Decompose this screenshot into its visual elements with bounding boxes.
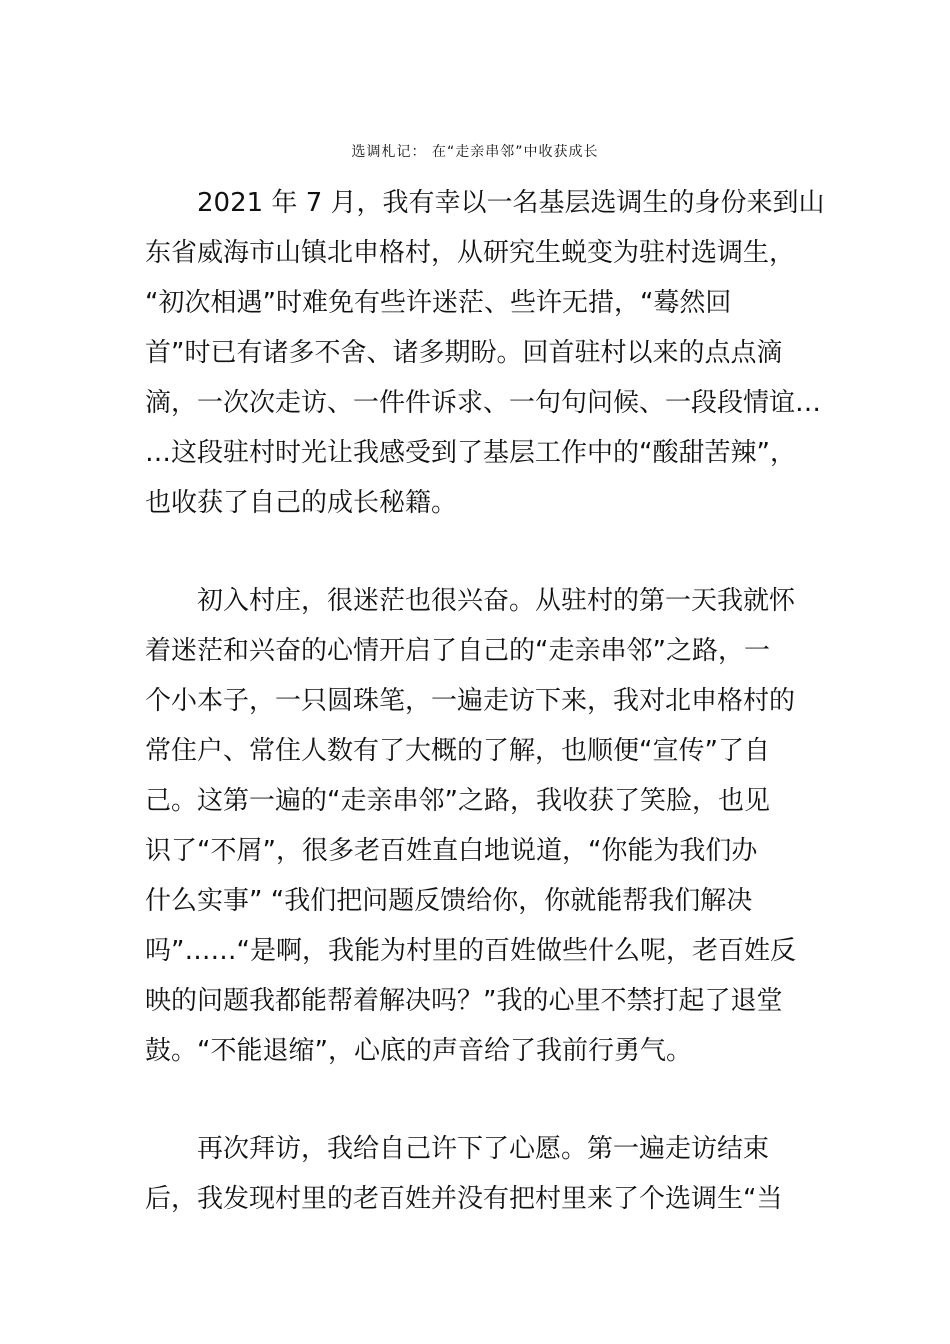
paragraph-2-line-8: 吗”……“是啊，我能为村里的百姓做些什么呢，老百姓反 — [145, 936, 796, 966]
paragraph-2-line-9: 映的问题我都能帮着解决吗？”我的心里不禁打起了退堂 — [145, 986, 783, 1016]
paragraph-1-line-6: …这段驻村时光让我感受到了基层工作中的“酸甜苦辣”， — [145, 438, 796, 468]
paragraph-1-line-5: 滴，一次次走访、一件件诉求、一句句问候、一段段情谊… — [145, 388, 822, 418]
paragraph-2-line-6: 识了“不屑”，很多老百姓直白地说道，“你能为我们办 — [145, 836, 758, 866]
paragraph-3-line-2: 后，我发现村里的老百姓并没有把村里来了个选调生“当 — [145, 1184, 783, 1214]
paragraph-1-line-3: “初次相遇”时难免有些许迷茫、些许无措，“蓦然回 — [145, 288, 732, 318]
paragraph-2-line-7: 什么实事” “我们把问题反馈给你，你就能帮我们解决 — [145, 886, 753, 916]
paragraph-2-line-1: 初入村庄，很迷茫也很兴奋。从驻村的第一天我就怀 — [145, 586, 796, 616]
paragraph-2-line-3: 个小本子，一只圆珠笔，一遍走访下来，我对北申格村的 — [145, 686, 796, 716]
paragraph-1-line-7: 也收获了自己的成长秘籍。 — [145, 488, 458, 518]
paragraph-2-line-2: 着迷茫和兴奋的心情开启了自己的“走亲串邻”之路，一 — [145, 636, 770, 666]
paragraph-2-line-10: 鼓。“不能退缩”，心底的声音给了我前行勇气。 — [145, 1036, 692, 1066]
paragraph-1-line-1: 2021 年 7 月，我有幸以一名基层选调生的身份来到山 — [145, 188, 825, 218]
document-title: 选调札记： 在“走亲串邻”中收获成长 — [351, 144, 599, 160]
paragraph-1-line-2: 东省威海市山镇北申格村，从研究生蜕变为驻村选调生， — [145, 238, 796, 268]
paragraph-1-line-4: 首”时已有诸多不舍、诸多期盼。回首驻村以来的点点滴 — [145, 338, 783, 368]
paragraph-2-line-5: 己。这第一遍的“走亲串邻”之路，我收获了笑脸，也见 — [145, 786, 770, 816]
paragraph-2-line-4: 常住户、常住人数有了大概的了解，也顺便“宣传”了自 — [145, 736, 770, 766]
paragraph-3-line-1: 再次拜访，我给自己许下了心愿。第一遍走访结束 — [145, 1134, 770, 1164]
